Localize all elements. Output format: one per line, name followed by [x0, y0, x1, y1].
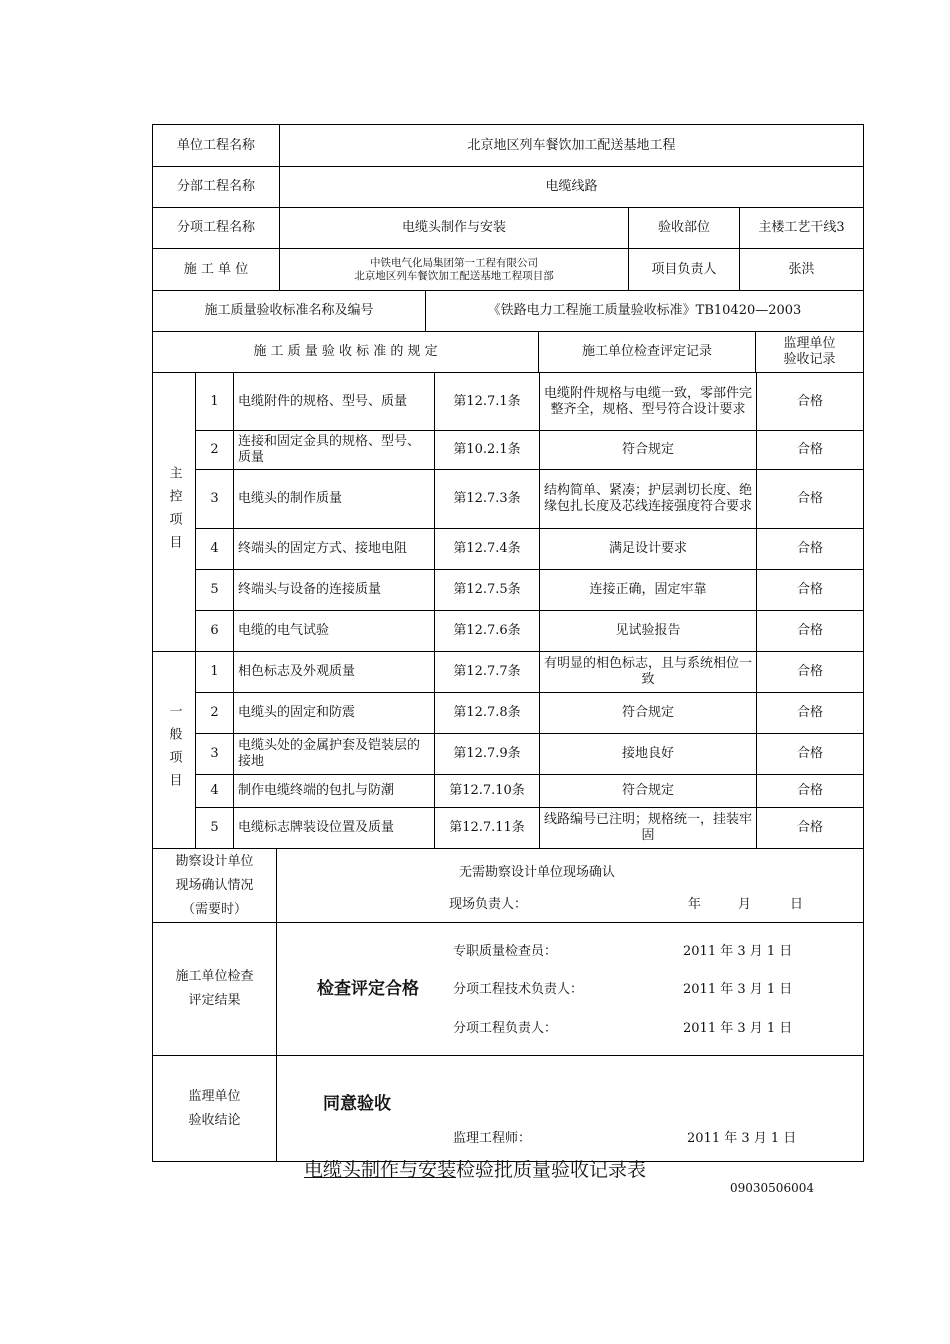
- row-number: 5: [196, 808, 234, 848]
- row-clause: 第12.7.11条: [435, 808, 540, 848]
- row-check: 电缆附件规格与电缆一致，零部件完整齐全，规格、型号符合设计要求: [540, 373, 757, 430]
- supervisor-result-label-line2: 验收结论: [188, 1112, 241, 1128]
- survey-year: 年: [688, 897, 702, 912]
- row-clause: 第12.7.7条: [435, 652, 540, 692]
- row-clause: 第12.7.4条: [435, 529, 540, 569]
- row-number: 6: [196, 611, 234, 651]
- supervisor-result-content: [277, 1056, 863, 1161]
- column-header-row: [152, 332, 864, 373]
- row-check: 结构简单、紧凑；护层剥切长度、绝缘包扎长度及芯线连接强度符合要求: [540, 470, 757, 528]
- tech-lead-date: 2011 年 3 月 1 日: [683, 982, 793, 997]
- standard-value: 《铁路电力工程施工质量验收标准》TB10420—2003: [487, 303, 802, 318]
- survey-label: [153, 849, 277, 922]
- contractor-result-label: [153, 923, 277, 1055]
- row-check: 符合规定: [540, 431, 757, 469]
- row-result: 合格: [796, 623, 823, 638]
- row-result: 合格: [796, 582, 823, 597]
- contractor-result-label-line2: 评定结果: [188, 993, 241, 1008]
- row-clause: 第12.7.5条: [435, 570, 540, 610]
- survey-label-line3: （需要时）: [181, 901, 247, 917]
- row-clause: 第12.7.3条: [435, 470, 540, 528]
- row-check: 线路编号已注明；规格统一，挂装牢固: [540, 808, 757, 848]
- contractor-value: [280, 249, 629, 290]
- table-row: [196, 529, 863, 570]
- row-check: 有明显的相色标志，且与系统相位一致: [540, 652, 757, 692]
- survey-row: [152, 849, 864, 923]
- supervisor-column-header: [756, 332, 863, 372]
- supervisor-result-label-line1: 监理单位: [188, 1088, 241, 1104]
- row-number: 3: [196, 470, 234, 528]
- inspector-date: 2011 年 3 月 1 日: [683, 944, 793, 959]
- table-row: [196, 734, 863, 775]
- contractor-result-label-line1: 施工单位检查: [175, 969, 254, 984]
- survey-label-line2: 现场确认情况: [175, 877, 254, 893]
- supervisor-header-line1: 监理单位: [783, 336, 836, 351]
- division-row: [152, 167, 864, 208]
- division-label: 分部工程名称: [153, 167, 280, 207]
- row-item: 相色标志及外观质量: [234, 652, 435, 692]
- row-result: 合格: [796, 442, 823, 457]
- row-check: 见试验报告: [540, 611, 757, 651]
- row-item: 终端头的固定方式、接地电阻: [234, 529, 435, 569]
- row-check: 满足设计要求: [540, 529, 757, 569]
- row-result: 合格: [796, 491, 823, 506]
- form-title-underlined: 电缆头制作与安装: [303, 1159, 456, 1181]
- check-column-header: 施工单位检查评定记录: [539, 332, 756, 372]
- row-clause: 第12.7.9条: [435, 734, 540, 774]
- row-check: 接地良好: [540, 734, 757, 774]
- form-title-rest: 检验批质量验收记录表: [456, 1159, 647, 1181]
- row-number: 4: [196, 529, 234, 569]
- row-clause: 第10.2.1条: [435, 431, 540, 469]
- row-result: 合格: [796, 820, 823, 835]
- survey-label-line1: 勘察设计单位: [175, 853, 254, 869]
- contractor-line1: 中铁电气化局集团第一工程有限公司: [370, 256, 538, 269]
- supervisor-result-label: [153, 1056, 277, 1161]
- row-result: 合格: [796, 705, 823, 720]
- row-result: 合格: [796, 541, 823, 556]
- row-result: 合格: [796, 393, 823, 409]
- row-check: 符合规定: [540, 693, 757, 733]
- row-clause: 第12.7.6条: [435, 611, 540, 651]
- acceptance-form: [152, 124, 864, 1162]
- row-check: 符合规定: [540, 775, 757, 807]
- form-code: 09030506004: [730, 1181, 814, 1195]
- row-check: 连接正确，固定牢靠: [540, 570, 757, 610]
- division-value: 电缆线路: [545, 179, 598, 194]
- table-row: [196, 808, 863, 848]
- contractor-line2: 北京地区列车餐饮加工配送基地工程项目部: [354, 269, 554, 282]
- lead-label: 分项工程负责人：: [453, 1021, 558, 1036]
- unit-project-row: [152, 124, 864, 167]
- table-row: [196, 373, 863, 431]
- row-clause: 第12.7.8条: [435, 693, 540, 733]
- acceptance-part-value: 主楼工艺干线3: [758, 220, 845, 235]
- inspector-label: 专职质量检查员：: [453, 944, 558, 959]
- subitem-label: 分项工程名称: [153, 208, 280, 248]
- standard-row: [152, 291, 864, 332]
- row-item: 电缆头的固定和防震: [234, 693, 435, 733]
- site-person-label: 现场负责人：: [449, 897, 528, 912]
- row-item: 电缆附件的规格、型号、质量: [234, 373, 435, 430]
- supervisor-conclusion: 同意验收: [323, 1094, 391, 1114]
- subitem-value: 电缆头制作与安装: [280, 208, 629, 248]
- row-number: 2: [196, 693, 234, 733]
- manager-value: 张洪: [788, 261, 815, 277]
- survey-month: 月: [738, 897, 752, 912]
- unit-project-label: 单位工程名称: [153, 125, 280, 166]
- survey-day: 日: [790, 897, 804, 912]
- manager-label: 项目负责人: [629, 249, 740, 290]
- contractor-row: [152, 249, 864, 291]
- table-row: [196, 775, 863, 808]
- row-result: 合格: [796, 664, 823, 679]
- main-items-label: 主控项目: [153, 373, 196, 651]
- general-items-rows: [196, 652, 863, 848]
- contractor-result-row: [152, 923, 864, 1056]
- acceptance-part-label: 验收部位: [629, 208, 740, 248]
- row-item: 电缆头处的金属护套及铠装层的接地: [234, 734, 435, 774]
- row-number: 3: [196, 734, 234, 774]
- table-row: [196, 693, 863, 734]
- form-title: [0, 1155, 950, 1182]
- unit-project-value: 北京地区列车餐饮加工配送基地工程: [467, 137, 676, 153]
- table-row: [196, 431, 863, 470]
- row-result: 合格: [796, 746, 823, 761]
- contractor-label: 施 工 单 位: [153, 249, 280, 290]
- standard-label: 施工质量验收标准名称及编号: [153, 291, 426, 331]
- survey-text: 无需勘察设计单位现场确认: [459, 865, 616, 880]
- supervisor-header-line2: 验收记录: [783, 352, 836, 367]
- subitem-row: [152, 208, 864, 249]
- table-row: [196, 652, 863, 693]
- row-item: 终端头与设备的连接质量: [234, 570, 435, 610]
- row-number: 1: [196, 373, 234, 430]
- table-row: [196, 611, 863, 651]
- row-item: 制作电缆终端的包扎与防潮: [234, 775, 435, 807]
- row-number: 1: [196, 652, 234, 692]
- supervisor-result-row: [152, 1056, 864, 1162]
- general-items-block: [152, 652, 864, 849]
- engineer-label: 监理工程师：: [453, 1131, 532, 1146]
- row-item: 连接和固定金具的规格、型号、质量: [234, 431, 435, 469]
- main-items-rows: [196, 373, 863, 651]
- main-items-block: [152, 373, 864, 652]
- row-item: 电缆标志牌装设位置及质量: [234, 808, 435, 848]
- row-clause: 第12.7.1条: [435, 373, 540, 430]
- contractor-conclusion: 检查评定合格: [317, 979, 419, 999]
- row-item: 电缆头的制作质量: [234, 470, 435, 528]
- row-result: 合格: [796, 783, 823, 798]
- table-row: [196, 470, 863, 529]
- table-row: [196, 570, 863, 611]
- survey-content: [277, 849, 863, 922]
- row-item: 电缆的电气试验: [234, 611, 435, 651]
- row-number: 2: [196, 431, 234, 469]
- contractor-result-content: [277, 923, 863, 1055]
- supervisor-date: 2011 年 3 月 1 日: [687, 1131, 797, 1146]
- row-number: 5: [196, 570, 234, 610]
- lead-date: 2011 年 3 月 1 日: [683, 1021, 793, 1036]
- row-clause: 第12.7.10条: [435, 775, 540, 807]
- tech-lead-label: 分项工程技术负责人：: [453, 982, 584, 997]
- row-number: 4: [196, 775, 234, 807]
- rule-column-header: 施 工 质 量 验 收 标 准 的 规 定: [153, 332, 539, 372]
- general-items-label: 一般项目: [153, 652, 196, 848]
